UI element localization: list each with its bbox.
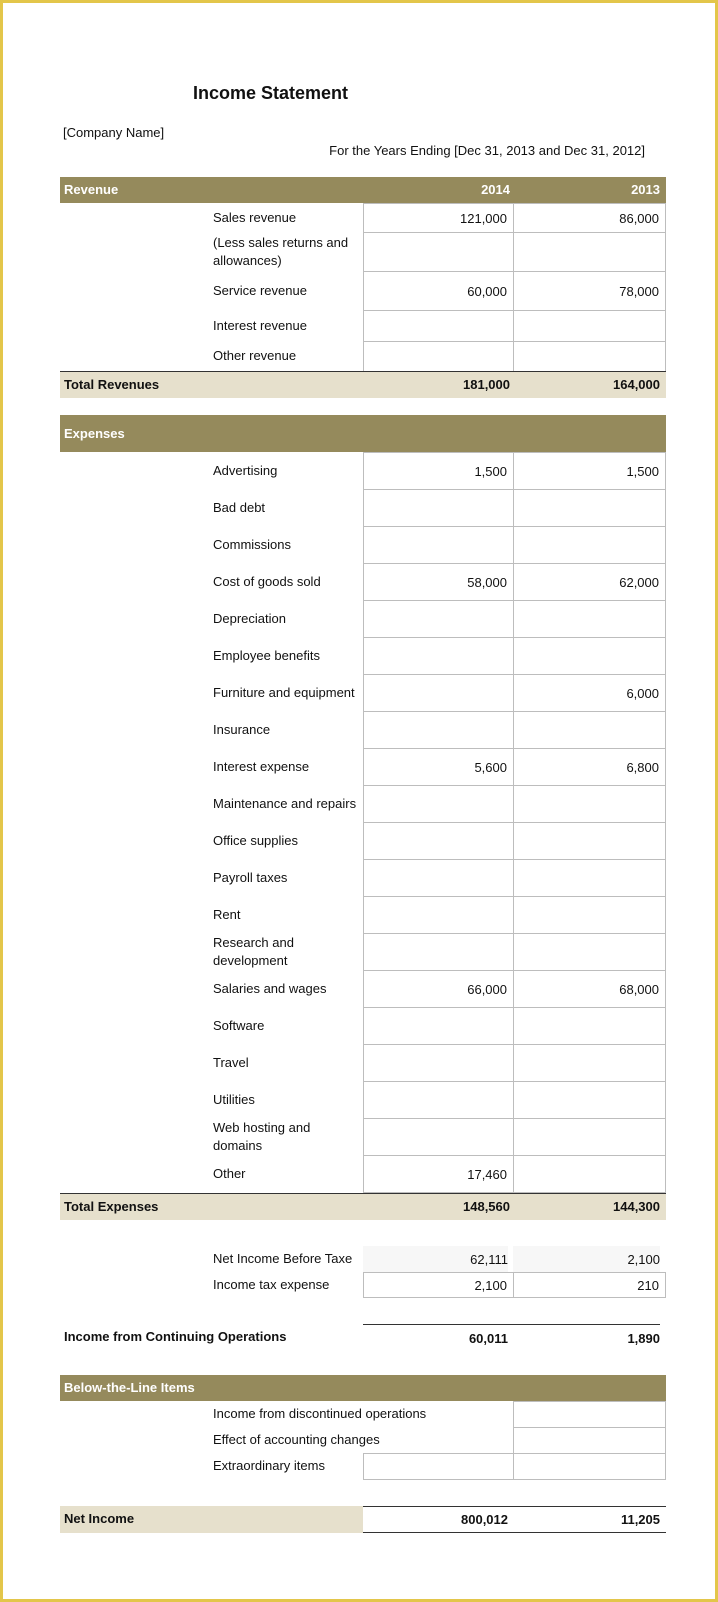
total-expenses-row [60,1193,666,1220]
row-col1-cell[interactable] [363,1081,514,1119]
year-col2-header: 2013 [631,182,660,197]
tax-col2[interactable]: 210 [513,1272,666,1298]
continuing-col1: 60,011 [363,1324,508,1351]
total-revenues-col2: 164,000 [613,377,660,392]
page-title: Income Statement [193,83,349,103]
row-label: Research and development [213,934,294,968]
row-col2-cell[interactable] [513,526,666,564]
row-col2-cell[interactable] [513,859,666,897]
before-tax-col2: 2,100 [513,1246,660,1272]
row-label: Utilities [213,1091,255,1107]
continuing-label: Income from Continuing Operations [64,1329,287,1344]
row-col2-cell[interactable]: 6,000 [513,674,666,712]
row-label: Payroll taxes [213,869,288,885]
row-col2-cell[interactable]: 86,000 [513,203,666,233]
total-revenues-col1: 181,000 [463,377,510,392]
period-label: For the Years Ending [Dec 31, 2013 and Dec 31, 2012] [329,143,645,158]
row-col1-cell[interactable] [363,310,514,342]
row-col2-cell[interactable] [513,1401,666,1428]
row-col2-cell[interactable] [513,896,666,934]
row-label: Extraordinary items [213,1458,325,1473]
net-income-label: Net Income [64,1511,135,1526]
row-col1-cell[interactable] [363,526,514,564]
row-col1-cell[interactable]: 1,500 [363,452,514,490]
row-col2-cell[interactable] [513,785,666,823]
expenses-header [60,415,666,452]
row-col1-cell[interactable] [363,1453,514,1480]
row-col2-cell[interactable] [513,1155,666,1193]
row-col1-cell[interactable] [363,489,514,527]
row-col2-cell[interactable] [513,310,666,342]
row-label: Travel [213,1054,249,1070]
row-col2-cell[interactable]: 68,000 [513,970,666,1008]
row-col1-cell[interactable] [363,896,514,934]
row-col1-cell[interactable] [363,674,514,712]
row-label: Insurance [213,721,271,737]
row-col2-cell[interactable] [513,232,666,272]
row-col1-cell[interactable]: 58,000 [363,563,514,601]
row-col1-cell[interactable] [363,933,514,971]
row-col1-cell[interactable]: 66,000 [363,970,514,1008]
row-label: Bad debt [213,499,266,515]
row-col2-cell[interactable] [513,822,666,860]
row-label: Income from discontinued operations [213,1406,427,1421]
row-col1-cell[interactable] [363,637,514,675]
net-income-col2: 11,205 [508,1506,666,1533]
row-col1-cell[interactable]: 121,000 [363,203,514,233]
row-col2-cell[interactable] [513,1453,666,1480]
revenue-header [60,177,666,203]
total-expenses-col2: 144,300 [613,1199,660,1214]
expenses-header-label: Expenses [64,426,125,441]
row-label: Advertising [213,462,278,478]
company-name[interactable]: [Company Name] [63,125,165,140]
row-label: Employee benefits [213,647,320,663]
row-label: Other revenue [213,348,297,363]
row-col1-cell[interactable] [363,341,514,372]
row-col1-cell[interactable]: 60,000 [363,271,514,311]
row-label: Office supplies [213,832,299,848]
row-col2-cell[interactable] [513,637,666,675]
year-col1-header: 2014 [481,182,510,197]
row-col1-cell[interactable]: 5,600 [363,748,514,786]
row-label: Interest expense [213,758,310,774]
row-col1-cell[interactable] [363,1007,514,1045]
row-label: Cost of goods sold [213,573,321,589]
row-label: Service revenue [213,282,307,298]
row-col2-cell[interactable] [513,1044,666,1082]
row-col2-cell[interactable]: 1,500 [513,452,666,490]
row-col1-cell[interactable] [363,822,514,860]
row-col1-cell[interactable] [363,711,514,749]
row-col1-cell[interactable] [363,1044,514,1082]
row-label: Effect of accounting changes [213,1432,380,1447]
total-revenues-label: Total Revenues [64,377,160,392]
row-label: (Less sales returns and allowances) [213,234,349,268]
row-col1-cell[interactable]: 17,460 [363,1155,514,1193]
before-tax-col1: 62,111 [363,1246,508,1272]
row-col2-cell[interactable]: 6,800 [513,748,666,786]
total-revenues-row [60,371,666,398]
total-expenses-col1: 148,560 [463,1199,510,1214]
row-label: Other [213,1165,246,1181]
below-line-header [60,1375,666,1401]
row-col2-cell[interactable]: 78,000 [513,271,666,311]
row-col1-cell[interactable] [363,600,514,638]
row-col2-cell[interactable] [513,341,666,372]
row-col2-cell[interactable] [513,1427,666,1454]
row-label: Maintenance and repairs [213,795,357,811]
row-col2-cell[interactable]: 62,000 [513,563,666,601]
row-col2-cell[interactable] [513,933,666,971]
row-label: Salaries and wages [213,980,327,996]
row-label: Software [213,1017,265,1033]
row-col2-cell[interactable] [513,489,666,527]
row-label: Rent [213,906,241,922]
revenue-header-label: Revenue [64,182,119,197]
tax-label: Income tax expense [213,1277,330,1292]
row-label: Depreciation [213,610,286,626]
row-label: Web hosting and domains [213,1119,311,1153]
row-col2-cell[interactable] [513,711,666,749]
row-col2-cell[interactable] [513,600,666,638]
row-col2-cell[interactable] [513,1118,666,1156]
net-income-col1: 800,012 [363,1506,508,1533]
row-col2-cell[interactable] [513,1081,666,1119]
row-label: Commissions [213,536,292,552]
row-col1-cell[interactable] [363,232,514,272]
row-col1-cell[interactable] [363,785,514,823]
row-label: Sales revenue [213,209,297,225]
total-expenses-label: Total Expenses [64,1199,159,1214]
row-col2-cell[interactable] [513,1007,666,1045]
before-tax-label: Net Income Before Taxe [213,1251,353,1266]
below-line-header-label: Below-the-Line Items [64,1380,195,1395]
row-col1-cell[interactable] [363,859,514,897]
tax-col1[interactable]: 2,100 [363,1272,514,1298]
continuing-col2: 1,890 [508,1324,660,1351]
row-label: Interest revenue [213,317,307,333]
row-col1-cell[interactable] [363,1118,514,1156]
row-label: Furniture and equipment [213,684,355,700]
